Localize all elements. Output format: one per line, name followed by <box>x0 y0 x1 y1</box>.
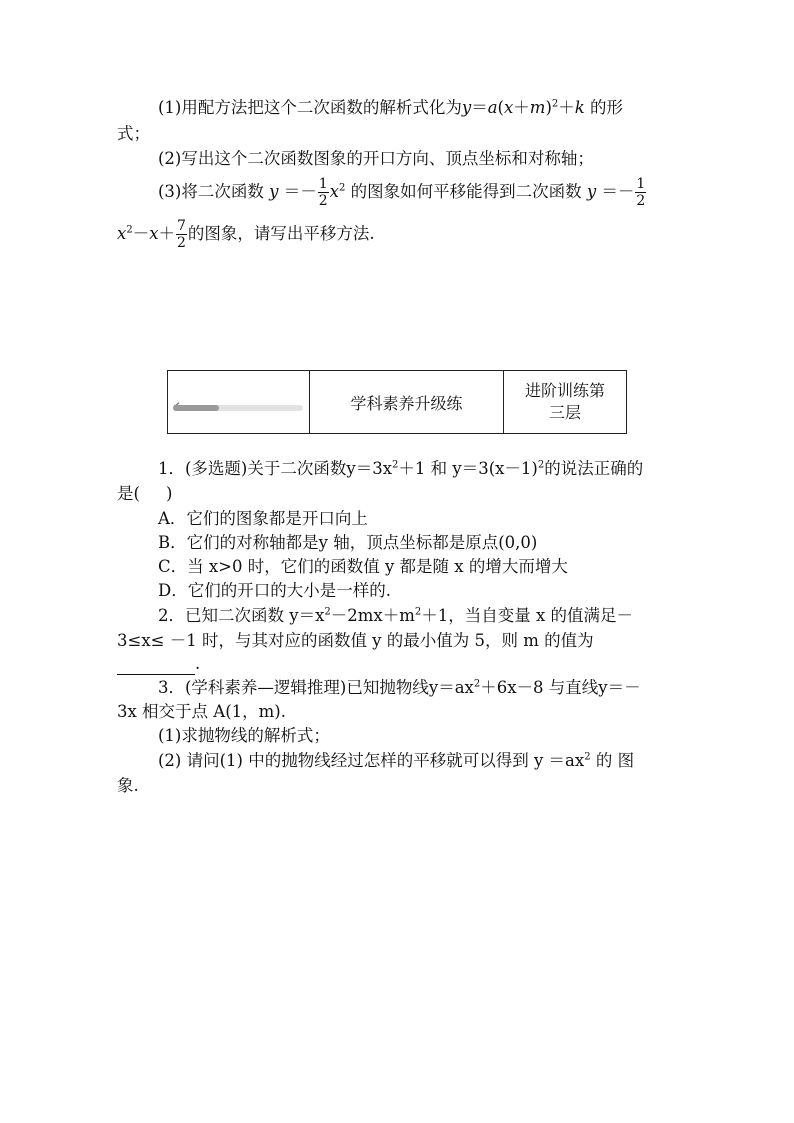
fraction-seven-half <box>176 218 187 251</box>
p1-text-end: 的说法正确的 <box>544 459 644 478</box>
p3-text: 3．(学科素养—逻辑推理)已知抛物线y＝ax <box>158 678 474 697</box>
problem-3-line <box>158 677 641 699</box>
option-c: C．当 x>0 时，它们的函数值 y 都是随 x 的增大而增大 <box>158 557 568 576</box>
p3q2-sq: 2 <box>584 751 591 763</box>
problem-3-sub2 <box>158 750 634 772</box>
formula-m: m <box>529 98 546 117</box>
answer-paren-close: ) <box>165 484 173 503</box>
q3-text-mid: 的图象如何平移能得到二次函数 <box>350 182 582 201</box>
p1-text: 1．(多选题)关于二次函数 <box>158 459 347 478</box>
fraction-half-2 <box>635 176 646 209</box>
formula-rparen: ) <box>545 98 552 117</box>
banner-level <box>504 371 626 433</box>
frac3-den: 2 <box>177 235 186 251</box>
q3-y2: y <box>586 182 597 201</box>
answer-blank[interactable] <box>117 658 195 675</box>
formula-x: x <box>503 98 514 117</box>
formula-lparen: ( <box>497 98 504 117</box>
frac-num: 1 <box>318 176 328 192</box>
problem-3-sub1: (1)求抛物线的解析式； <box>158 726 330 745</box>
problem-1-line <box>158 458 643 480</box>
banner-title: 学科素养升级练 <box>310 371 504 433</box>
formula-y: y <box>461 98 472 117</box>
q3c-minus: － <box>132 224 150 243</box>
problem-2-cont: 3≤x≤ －1 时，与其对应的函数值 y 的最小值为 5，则 m 的值为 <box>117 631 594 650</box>
option-a: A．它们的图象都是开口向上 <box>158 509 368 528</box>
section-banner <box>167 370 627 434</box>
formula-eq: ＝ <box>471 98 488 117</box>
q3c-sq: 2 <box>126 224 133 236</box>
q3-eq: ＝－ <box>283 182 317 201</box>
q1-text-end: 的形 <box>590 98 624 117</box>
formula-plus2: ＋ <box>558 98 575 117</box>
q3c-x2: x <box>149 224 159 243</box>
option-b: B．它们的对称轴都是y 轴，顶点坐标都是原点(0,0) <box>158 533 538 552</box>
frac2-den: 2 <box>636 193 646 209</box>
p1-sq1: 2 <box>392 459 399 471</box>
level-line-2: 三层 <box>548 403 581 422</box>
p3q2-text: (2) 请问(1) 中的抛物线经过怎样的平移就可以得到 y ＝ax <box>158 751 585 770</box>
option-d: D．它们的开口的大小是一样的. <box>158 581 391 600</box>
p2-text: 2．已知二次函数 y＝x <box>158 606 325 625</box>
problem-3-sub2-cont: 象. <box>117 776 139 795</box>
frac2-num: 1 <box>636 176 646 192</box>
p3q2-end: 的 图 <box>595 751 635 770</box>
p1-formula2: y＝3(x－1) <box>452 459 538 478</box>
q3-text-end: 的图象，请写出平移方法. <box>187 224 375 243</box>
q1-text: (1)用配方法把这个二次函数的解析式化为 <box>158 98 462 117</box>
q3-text: (3)将二次函数 <box>158 182 264 201</box>
frac3-num: 7 <box>177 218 186 234</box>
formula-plus: ＋ <box>513 98 530 117</box>
problem-2-blank-line <box>117 653 200 675</box>
p2-period: . <box>195 654 201 673</box>
p1-formula1: y＝3x <box>346 459 392 478</box>
level-line-1: 进阶训练第 <box>524 381 605 400</box>
formula-a: a <box>487 98 498 117</box>
progress-fill <box>173 405 219 411</box>
p1-formula1-end: ＋1 和 <box>398 459 448 478</box>
question-3-cont <box>117 216 375 252</box>
question-1-line <box>158 97 623 119</box>
q3c-plus: ＋ <box>158 224 175 243</box>
question-3-line <box>158 174 647 210</box>
formula-sq: 2 <box>551 98 559 110</box>
fraction-half <box>318 176 329 209</box>
p2-sq2: 2 <box>414 606 422 618</box>
q3-eq2: ＝－ <box>601 182 635 201</box>
frac-den: 2 <box>318 193 328 209</box>
problem-2-line <box>158 605 633 627</box>
q3-sq: 2 <box>338 182 346 194</box>
problem-3-cont: 3x 相交于点 A(1，m). <box>117 702 286 721</box>
p2-sq1: 2 <box>324 606 331 618</box>
answer-paren-open: 是( <box>117 484 140 503</box>
banner-progress-cell <box>168 371 310 433</box>
problem-1-cont <box>117 483 172 505</box>
q3-y: y <box>269 182 279 201</box>
p1-sq2: 2 <box>537 459 545 471</box>
question-2-line: (2)写出这个二次函数图象的开口方向、顶点坐标和对称轴； <box>158 149 594 168</box>
p3-sq: 2 <box>473 678 481 690</box>
p2-mid: －2mx＋m <box>330 606 415 625</box>
question-1-cont: 式； <box>117 124 150 143</box>
formula-k: k <box>574 98 585 117</box>
p2-end: ＋1，当自变量 x 的值满足－ <box>421 606 634 625</box>
q3-x: x <box>329 182 339 201</box>
progress-bar <box>173 405 303 411</box>
p3-mid: ＋6x－8 与直线y＝－ <box>480 678 641 697</box>
q3c-x: x <box>117 224 127 243</box>
